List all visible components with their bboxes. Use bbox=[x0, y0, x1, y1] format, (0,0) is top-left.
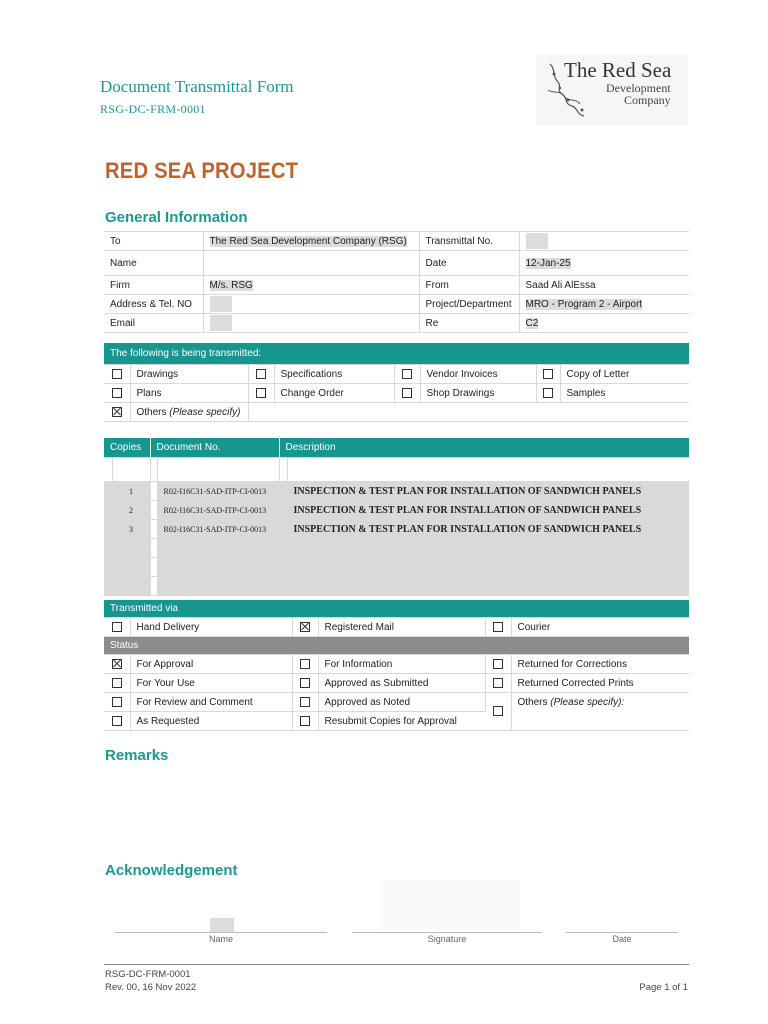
samples-label: Samples bbox=[560, 384, 689, 403]
for-approval-checkbox[interactable] bbox=[112, 659, 122, 669]
table-row bbox=[104, 384, 689, 403]
registered-mail-label: Registered Mail bbox=[318, 618, 485, 637]
others-checkbox[interactable] bbox=[112, 407, 122, 417]
table-row bbox=[104, 403, 689, 422]
re-label: Re bbox=[419, 314, 519, 333]
table-row bbox=[104, 365, 689, 384]
registered-mail-checkbox[interactable] bbox=[300, 622, 310, 632]
change-order-checkbox[interactable] bbox=[256, 388, 266, 398]
drawings-label: Drawings bbox=[130, 365, 248, 384]
courier-checkbox[interactable] bbox=[493, 622, 503, 632]
returned-corrected-prints-checkbox[interactable] bbox=[493, 678, 503, 688]
samples-checkbox[interactable] bbox=[543, 388, 553, 398]
drawings-checkbox[interactable] bbox=[112, 369, 122, 379]
logo-line3: Company bbox=[624, 93, 671, 107]
resubmit-copies-label: Resubmit Copies for Approval bbox=[318, 712, 485, 731]
email-label: Email bbox=[104, 314, 203, 333]
project-dept-label: Project/Department bbox=[419, 295, 519, 314]
footer-divider bbox=[104, 964, 689, 965]
doc-no-cell[interactable]: R02-I16C31-SAD-ITP-CI-0013 bbox=[157, 482, 279, 501]
for-your-use-label: For Your Use bbox=[130, 674, 292, 693]
table-row bbox=[104, 618, 689, 637]
table-row bbox=[104, 539, 689, 558]
doc-no-header: Document No. bbox=[150, 438, 279, 458]
doc-no-cell[interactable]: R02-I16C31-SAD-ITP-CI-0013 bbox=[157, 501, 279, 520]
plans-label: Plans bbox=[130, 384, 248, 403]
table-row bbox=[104, 558, 689, 577]
courier-label: Courier bbox=[511, 618, 689, 637]
signature-caption: Signature bbox=[427, 934, 467, 944]
status-others-checkbox[interactable] bbox=[493, 706, 503, 716]
doc-no-cell[interactable]: R02-I16C31-SAD-ITP-CI-0013 bbox=[157, 520, 279, 539]
copy-of-letter-checkbox[interactable] bbox=[543, 369, 553, 379]
copies-cell[interactable]: 2 bbox=[112, 501, 150, 520]
logo-line2: Development bbox=[606, 81, 671, 95]
from-label: From bbox=[419, 276, 519, 295]
table-row bbox=[104, 501, 689, 520]
copy-of-letter-label: Copy of Letter bbox=[560, 365, 689, 384]
description-header: Description bbox=[279, 438, 689, 458]
form-code: RSG-DC-FRM-0001 bbox=[100, 102, 206, 116]
status-heading: Status bbox=[104, 637, 689, 655]
returned-corrected-prints-label: Returned Corrected Prints bbox=[511, 674, 689, 693]
acknowledgement-heading: Acknowledgement bbox=[105, 862, 238, 879]
for-approval-label: For Approval bbox=[130, 655, 292, 674]
for-your-use-checkbox[interactable] bbox=[112, 678, 122, 688]
date-line bbox=[566, 932, 678, 933]
change-order-label: Change Order bbox=[274, 384, 394, 403]
documents-table bbox=[104, 438, 689, 596]
table-row bbox=[104, 674, 689, 693]
name-line bbox=[115, 932, 327, 933]
project-dept-value[interactable]: MRO - Program 2 - Airport bbox=[519, 295, 689, 314]
shop-drawings-checkbox[interactable] bbox=[402, 388, 412, 398]
footer-page: Page 1 of 1 bbox=[639, 982, 688, 993]
table-row bbox=[104, 295, 689, 314]
table-row bbox=[104, 232, 689, 251]
hand-delivery-checkbox[interactable] bbox=[112, 622, 122, 632]
firm-value[interactable]: M/s. RSG bbox=[203, 276, 419, 295]
date-label: Date bbox=[419, 251, 519, 276]
others-specify-field[interactable] bbox=[248, 403, 689, 422]
table-row bbox=[104, 276, 689, 295]
copies-cell[interactable]: 1 bbox=[112, 482, 150, 501]
footer-code: RSG-DC-FRM-0001 bbox=[105, 969, 191, 980]
re-value[interactable]: C2 bbox=[519, 314, 689, 333]
to-label: To bbox=[104, 232, 203, 251]
remarks-field[interactable] bbox=[104, 770, 689, 850]
table-row bbox=[104, 482, 689, 501]
address-label: Address & Tel. NO bbox=[104, 295, 203, 314]
transmittal-no-value[interactable] bbox=[519, 232, 689, 251]
date-caption: Date bbox=[612, 934, 632, 944]
firm-label: Firm bbox=[104, 276, 203, 295]
table-row bbox=[104, 693, 689, 712]
name-label: Name bbox=[104, 251, 203, 276]
remarks-heading: Remarks bbox=[105, 747, 169, 764]
transmitted-items-heading: The following is being transmitted: bbox=[104, 343, 689, 365]
transmittal-no-label: Transmittal No. bbox=[419, 232, 519, 251]
description-cell[interactable]: INSPECTION & TEST PLAN FOR INSTALLATION OF SANDWICH PANELS bbox=[287, 482, 689, 501]
shop-drawings-label: Shop Drawings bbox=[420, 384, 536, 403]
transmitted-via-table bbox=[104, 600, 689, 731]
specifications-label: Specifications bbox=[274, 365, 394, 384]
approved-as-noted-label: Approved as Noted bbox=[318, 693, 485, 712]
table-row bbox=[104, 577, 689, 596]
transmitted-items-table bbox=[104, 343, 689, 422]
vendor-invoices-checkbox[interactable] bbox=[402, 369, 412, 379]
vendor-invoices-label: Vendor Invoices bbox=[420, 365, 536, 384]
specifications-checkbox[interactable] bbox=[256, 369, 266, 379]
table-row bbox=[104, 251, 689, 276]
company-logo bbox=[536, 54, 688, 126]
table-row bbox=[104, 655, 689, 674]
footer-revision: Rev. 00, 16 Nov 2022 bbox=[105, 982, 197, 993]
general-info-heading: General Information bbox=[105, 209, 248, 226]
returned-for-corrections-checkbox[interactable] bbox=[493, 659, 503, 669]
for-information-checkbox[interactable] bbox=[300, 659, 310, 669]
approved-as-noted-checkbox[interactable] bbox=[300, 697, 310, 707]
others-label: Others (Please specify) bbox=[130, 403, 248, 422]
resubmit-copies-checkbox[interactable] bbox=[300, 716, 310, 726]
for-information-label: For Information bbox=[318, 655, 485, 674]
project-title: RED SEA PROJECT bbox=[105, 158, 299, 183]
as-requested-label: As Requested bbox=[130, 712, 292, 731]
logo-line1: The Red Sea bbox=[564, 58, 672, 82]
description-cell[interactable]: INSPECTION & TEST PLAN FOR INSTALLATION OF SANDWICH PANELS bbox=[287, 501, 689, 520]
copies-header: Copies bbox=[104, 438, 150, 458]
approved-as-submitted-checkbox[interactable] bbox=[300, 678, 310, 688]
name-field[interactable] bbox=[210, 918, 234, 932]
signature-line bbox=[352, 932, 542, 933]
copies-cell[interactable]: 3 bbox=[112, 520, 150, 539]
name-caption: Name bbox=[208, 934, 233, 944]
name-value[interactable] bbox=[203, 251, 419, 276]
approved-as-submitted-label: Approved as Submitted bbox=[318, 674, 485, 693]
transmitted-via-heading: Transmitted via bbox=[104, 600, 689, 618]
for-review-label: For Review and Comment bbox=[130, 693, 292, 712]
to-value[interactable]: The Red Sea Development Company (RSG) bbox=[203, 232, 419, 251]
from-value[interactable]: Saad Ali AlEssa bbox=[519, 276, 689, 295]
returned-for-corrections-label: Returned for Corrections bbox=[511, 655, 689, 674]
status-others-label: Others (Please specify): bbox=[511, 693, 689, 731]
signature-field[interactable] bbox=[380, 880, 520, 930]
form-title: Document Transmittal Form bbox=[100, 77, 294, 96]
for-review-checkbox[interactable] bbox=[112, 697, 122, 707]
address-value[interactable] bbox=[203, 295, 419, 314]
description-cell[interactable]: INSPECTION & TEST PLAN FOR INSTALLATION OF SANDWICH PANELS bbox=[287, 520, 689, 539]
email-value[interactable] bbox=[203, 314, 419, 333]
table-row bbox=[104, 520, 689, 539]
plans-checkbox[interactable] bbox=[112, 388, 122, 398]
hand-delivery-label: Hand Delivery bbox=[130, 618, 292, 637]
date-value[interactable]: 12-Jan-25 bbox=[519, 251, 689, 276]
general-info-table bbox=[104, 231, 689, 333]
table-row bbox=[104, 314, 689, 333]
as-requested-checkbox[interactable] bbox=[112, 716, 122, 726]
